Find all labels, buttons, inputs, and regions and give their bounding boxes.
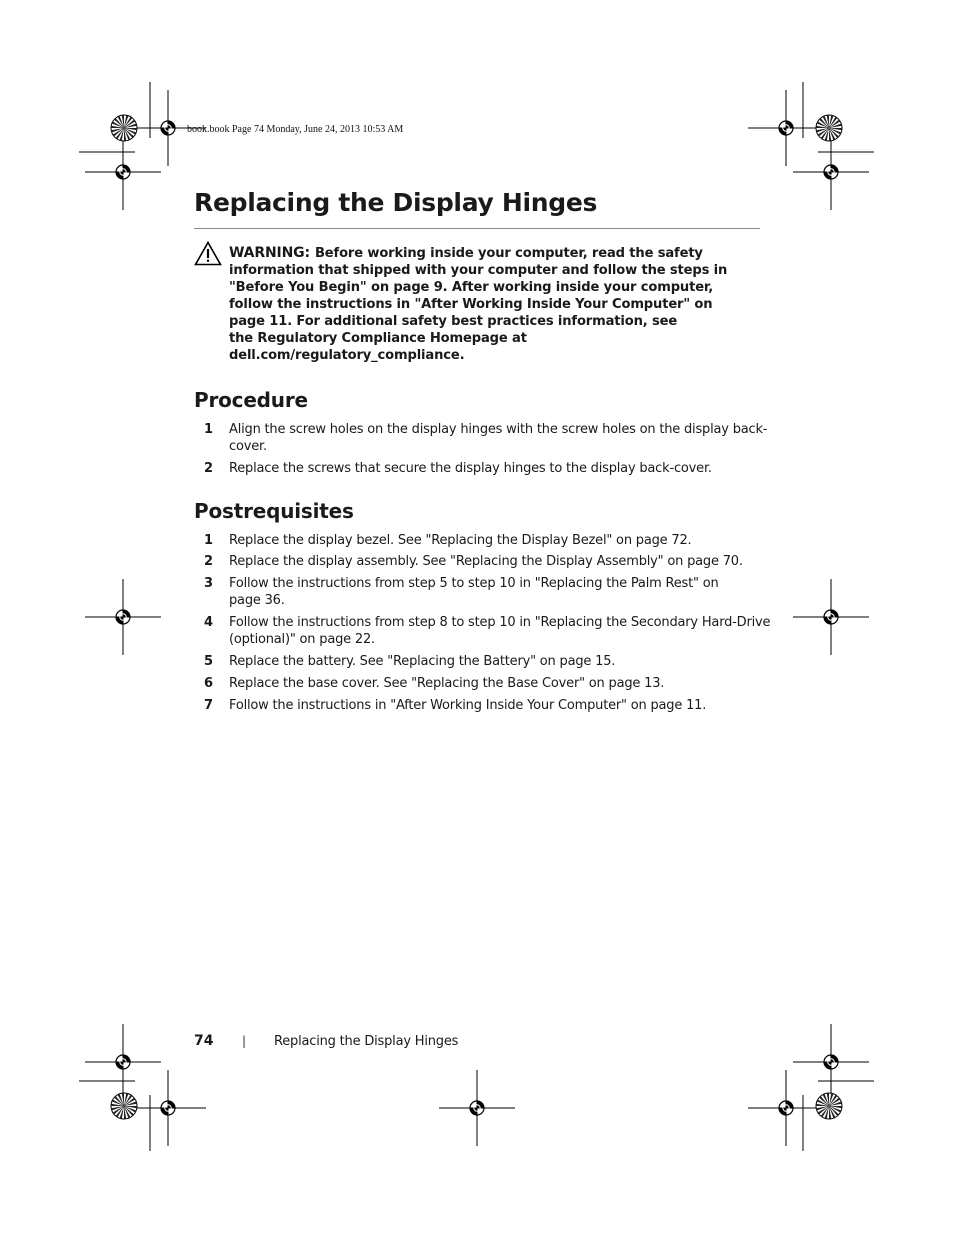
running-footer-title: Replacing the Display Hinges [274, 1034, 459, 1049]
step-text: Replace the display assembly. See "Replacing the Display Assembly" on page 70. [229, 554, 743, 569]
warning-line: page 11. For additional safety best practices information, see [229, 314, 678, 329]
warning-notice [229, 245, 764, 364]
warning-line: follow the instructions in "After Working Inside Your Computer" on [229, 297, 713, 312]
footer-separator: | [242, 1034, 247, 1048]
star-target-icon [111, 1093, 137, 1119]
step-number: 2 [203, 554, 213, 569]
step-number: 1 [203, 422, 213, 437]
step-text: Replace the base cover. See "Replacing the Base Cover" on page 13. [229, 676, 665, 691]
registration-mark-icon [439, 1070, 515, 1146]
print-slug: book.book Page 74 Monday, June 24, 2013 10:53 AM [187, 124, 404, 135]
registration-mark-icon [793, 134, 869, 210]
procedure-heading: Procedure [194, 388, 308, 412]
step-number: 5 [203, 654, 213, 669]
step-text: Follow the instructions from step 8 to step 10 in "Replacing the Secondary Hard-Drive (optional)" on page 22. [229, 615, 771, 647]
registration-mark-icon [85, 134, 161, 210]
step-text: Align the screw holes on the display hinges with the screw holes on the display back- cover. [229, 422, 768, 454]
registration-mark-icon [793, 579, 869, 655]
star-target-icon [816, 115, 842, 141]
registration-mark-icon [793, 1024, 869, 1100]
star-target-icon [816, 1093, 842, 1119]
warning-label: WARNING: [229, 245, 310, 261]
warning-line: information that shipped with your computer and follow the steps in [229, 263, 728, 278]
step-number: 1 [203, 533, 213, 548]
registration-mark-icon [85, 1024, 161, 1100]
warning-line: WARNING: Before working inside your computer, read the safety [229, 245, 703, 261]
postrequisites-heading: Postrequisites [194, 499, 354, 523]
step-number: 3 [203, 576, 213, 591]
star-target-icon [111, 115, 137, 141]
step-text: Follow the instructions from step 5 to step 10 in "Replacing the Palm Rest" on page 36. [229, 576, 719, 608]
page-title: Replacing the Display Hinges [194, 188, 598, 217]
step-number: 4 [203, 615, 213, 630]
page-number: 74 [194, 1033, 214, 1049]
step-text: Follow the instructions in "After Working Inside Your Computer" on page 11. [229, 698, 707, 713]
warning-line: the Regulatory Compliance Homepage at [229, 331, 527, 346]
warning-line: "Before You Begin" on page 9. After working inside your computer, [229, 280, 714, 295]
step-text: Replace the screws that secure the display hinges to the display back-cover. [229, 461, 712, 476]
registration-mark-icon [748, 90, 824, 166]
warning-line: dell.com/regulatory_compliance. [229, 348, 465, 363]
warning-triangle-icon [194, 241, 222, 266]
step-number: 7 [203, 698, 213, 713]
registration-mark-icon [130, 1070, 206, 1146]
step-text: Replace the battery. See "Replacing the Battery" on page 15. [229, 654, 616, 669]
step-text: Replace the display bezel. See "Replacing the Display Bezel" on page 72. [229, 533, 692, 548]
title-rule [194, 228, 760, 229]
registration-mark-icon [85, 579, 161, 655]
step-number: 6 [203, 676, 213, 691]
step-number: 2 [203, 461, 213, 476]
registration-mark-icon [748, 1070, 824, 1146]
